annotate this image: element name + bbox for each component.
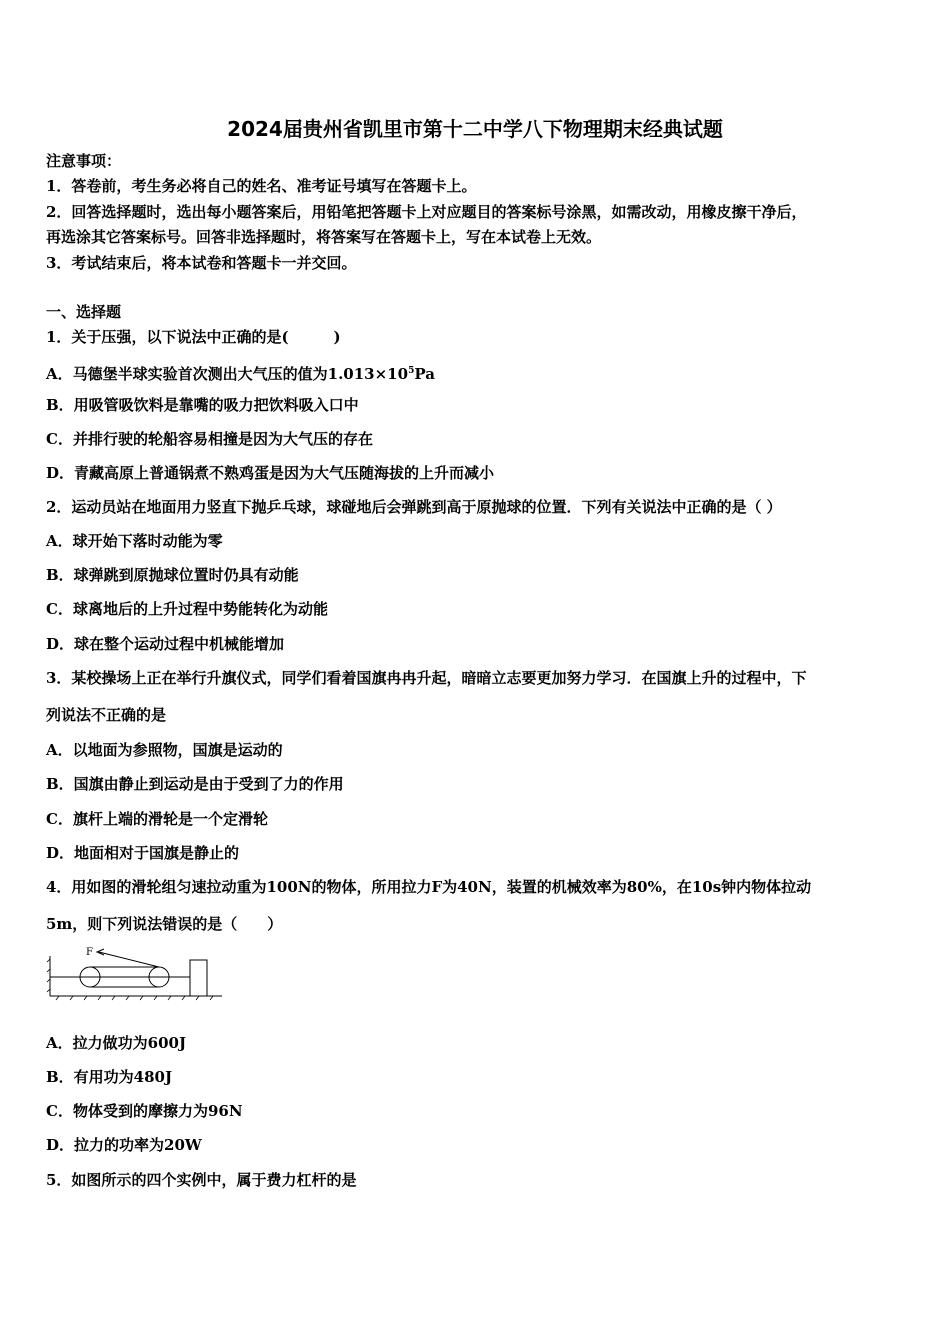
notice-item: 再选涂其它答案标号。回答非选择题时，将答案写在答题卡上，写在本试卷上无效。 (46, 228, 602, 246)
option-a: A．球开始下落时动能为零 (46, 532, 223, 550)
option-b: B．国旗由静止到运动是由于受到了力的作用 (46, 775, 344, 793)
option-a (46, 361, 435, 384)
unit: Pa (414, 365, 435, 383)
option-a: A．以地面为参照物，国旗是运动的 (46, 741, 283, 759)
option-c: C．物体受到的摩擦力为96N (46, 1102, 243, 1120)
option-c: C．旗杆上端的滑轮是一个定滑轮 (46, 810, 268, 828)
option-d: D．青藏高原上普通锅煮不熟鸡蛋是因为大气压随海拔的上升而减小 (46, 464, 495, 482)
option-text: A．马德堡半球实验首次测出大气压的值为1.013×10 (46, 365, 409, 383)
force-label: F (86, 947, 93, 958)
exponent: 5 (408, 366, 415, 376)
question-stem: 5．如图所示的四个实例中，属于费力杠杆的是 (46, 1171, 357, 1189)
question-stem: 3．某校操场上正在举行升旗仪式，同学们看着国旗冉冉升起，暗暗立志要更加努力学习．在国旗上升的过程中，下 (46, 669, 807, 687)
question-stem: 4．用如图的滑轮组匀速拉动重为100N的物体，所用拉力F为40N，装置的机械效率为80%，在10s钟内物体拉动 (46, 878, 812, 896)
question-stem: 5m，则下列说法错误的是（ ） (46, 915, 283, 933)
pulley-diagram (44, 944, 224, 1002)
question-stem: 2．运动员站在地面用力竖直下抛乒乓球，球碰地后会弹跳到高于原抛球的位置．下列有关说法中正确的是（ ） (46, 498, 782, 516)
option-c: C．并排行驶的轮船容易相撞是因为大气压的存在 (46, 430, 373, 448)
notice-item: 2．回答选择题时，选出每小题答案后，用铅笔把答题卡上对应题目的答案标号涂黑，如需改动，用橡皮擦干净后， (46, 203, 807, 221)
option-b: B．球弹跳到原抛球位置时仍具有动能 (46, 566, 299, 584)
notice-item: 1．答卷前，考生务必将自己的姓名、准考证号填写在答题卡上。 (46, 177, 477, 195)
notice-item: 3．考试结束后，将本试卷和答题卡一并交回。 (46, 254, 357, 272)
option-b: B．有用功为480J (46, 1068, 173, 1086)
option-c: C．球离地后的上升过程中势能转化为动能 (46, 600, 328, 618)
question-stem: 1．关于压强，以下说法中正确的是( ) (46, 328, 341, 346)
question-stem: 列说法不正确的是 (46, 706, 167, 724)
section-heading: 一、选择题 (46, 303, 122, 321)
page-title: 2024届贵州省凯里市第十二中学八下物理期末经典试题 (227, 117, 723, 141)
option-a: A．拉力做功为600J (46, 1034, 187, 1052)
option-d: D．球在整个运动过程中机械能增加 (46, 635, 285, 653)
notice-heading: 注意事项： (46, 152, 122, 170)
option-d: D．拉力的功率为20W (46, 1136, 202, 1154)
option-d: D．地面相对于国旗是静止的 (46, 844, 240, 862)
option-b: B．用吸管吸饮料是靠嘴的吸力把饮料吸入口中 (46, 396, 359, 414)
